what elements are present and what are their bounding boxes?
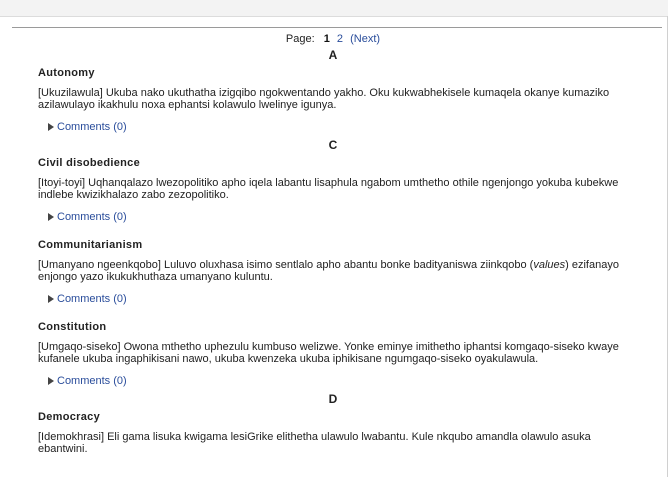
entry-definition [38,260,628,283]
entry-definition: [Umgaqo-siseko] Owona mthetho uphezulu kumbuso welizwe. Yonke eminye imithetho iphantsi komgaqo-siseko kwaye kufanele ukuba ingaphikisani nawo, ukuba kwenzeka ukuba iphikisane ngumgaqo-siseko oyakulawula. [38,341,619,365]
pagination [38,33,628,47]
expand-triangle-icon [48,123,54,131]
glossary-entry-constitution [38,321,628,389]
content-top-border [12,27,662,28]
entry-term: Democracy [38,411,101,423]
definition-text: [Umanyano ngeenkqobo] Luluvo oluxhasa isimo sentlalo apho abantu bonke badityaniswa ziinkqobo ( [38,259,534,271]
pagination-current-page: 1 [323,33,330,45]
section-letter-a: A [328,48,338,62]
comments-link[interactable]: Comments (0) [57,211,127,223]
expand-triangle-icon [48,295,54,303]
glossary-entry-autonomy [38,67,628,135]
comments-link[interactable]: Comments (0) [57,293,127,305]
expand-triangle-icon [48,213,54,221]
entry-definition: [Itoyi-toyi] Uqhanqalazo lwezopolitiko apho iqela labantu lisaphula ngabom umthetho othile ngenjongo yokuba kubekwe indlebe kwizikhalazo zabo zezopolitiko. [38,177,619,201]
pagination-label: Page: [285,33,315,45]
glossary-entry-communitarianism [38,239,628,307]
entry-definition: [Ukuzilawula] Ukuba nako ukuthatha izigqibo ngokwentando yakho. Oku kukwabhekisele kumaqela okanye kumaziko azilawulayo ikakhulu noxa ephantsi kolawulo lwelinye igunya. [38,87,610,111]
entry-term: Autonomy [38,67,95,79]
expand-triangle-icon [48,377,54,385]
comments-toggle[interactable] [48,293,628,307]
window-top-bar [0,0,668,17]
entry-term: Communitarianism [38,239,143,251]
comments-link[interactable]: Comments (0) [57,375,127,387]
definition-italic-term: values [533,259,566,271]
section-letter-d: D [328,392,338,406]
glossary-entry-civil-disobedience [38,157,628,225]
comments-link[interactable]: Comments (0) [57,121,127,133]
section-letter-c: C [328,138,338,152]
glossary-entry-democracy [38,411,628,455]
pagination-next-link[interactable]: (Next) [350,33,381,45]
entry-definition: [Idemokhrasi] Eli gama lisuka kwigama lesiGrike elithetha ulawulo lwabantu. Kule nkqubo amandla olawulo asuka ebantwini. [38,431,591,455]
pagination-page-2-link[interactable]: 2 [336,33,344,45]
definition-text: ) ezifanayo enjongo yazo ikukukhuthaza umanyano kuluntu. [38,259,619,283]
comments-toggle[interactable] [48,375,628,389]
comments-toggle[interactable] [48,121,628,135]
glossary-content [38,33,628,455]
comments-toggle[interactable] [48,211,628,225]
entry-term: Civil disobedience [38,157,140,169]
entry-term: Constitution [38,321,107,333]
